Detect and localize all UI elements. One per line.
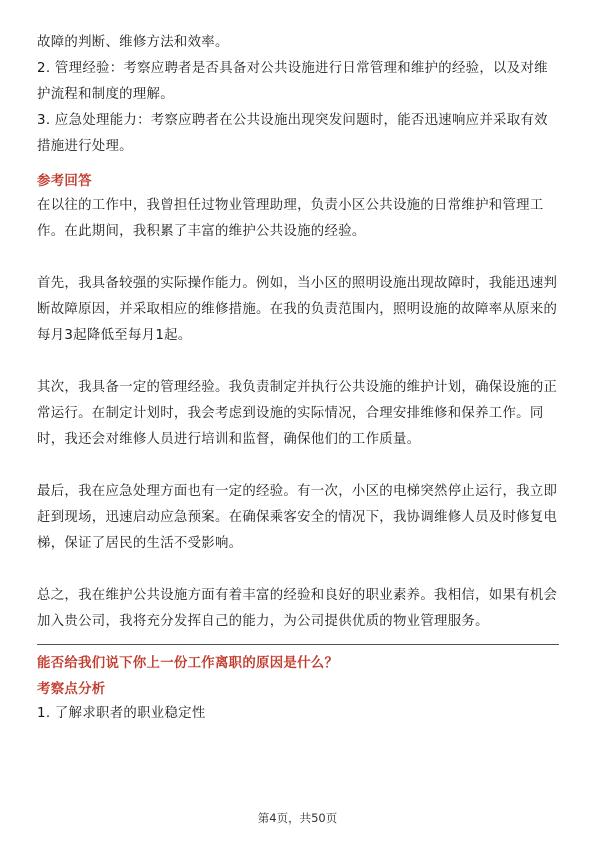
answer-paragraph: 最后，我在应急处理方面也有一定的经验。有一次，小区的电梯突然停止运行，我立即赶到现场，迅速启动应急预案。在确保乘客安全的情况下，我协调维修人员及时修复电梯，保证了居民的生活不受影响。 bbox=[37, 484, 558, 551]
page-number: 第4页，共50页 bbox=[257, 811, 338, 825]
answer-paragraph: 总之，我在维护公共设施方面有着丰富的经验和良好的职业素养。我相信，如果有机会加入贵公司，我将充分发挥自己的能力，为公司提供优质的物业管理服务。 bbox=[37, 588, 558, 629]
analysis-point: 1. 了解求职者的职业稳定性 bbox=[37, 706, 206, 721]
intro-line: 3. 应急处理能力：考察应聘者在公共设施出现突发问题时，能否迅速响应并采取有效措施进行处理。 bbox=[37, 113, 548, 154]
interview-question: 能否给我们说下你上一份工作离职的原因是什么？ bbox=[37, 656, 339, 671]
analysis-title: 考察点分析 bbox=[37, 682, 106, 697]
paragraph-gap bbox=[37, 453, 559, 479]
section-divider bbox=[37, 644, 559, 645]
intro-line: 故障的判断、维修方法和效率。 bbox=[37, 35, 229, 50]
paragraph-gap bbox=[37, 557, 559, 583]
answer-paragraph: 首先，我具备较强的实际操作能力。例如，当小区的照明设施出现故障时，我能迅速判断故障原因，并采取相应的维修措施。在我的负责范围内，照明设施的故障率从原来的每月3起降低至每月1起。 bbox=[37, 276, 558, 343]
answer-paragraph: 其次，我具备一定的管理经验。我负责制定并执行公共设施的维护计划，确保设施的正常运行。在制定计划时，我会考虑到设施的实际情况，合理安排维修和保养工作。同时，我还会对维修人员进行培训和监督，确保他们的工作质量。 bbox=[37, 380, 558, 447]
answer-paragraph: 在以往的工作中，我曾担任过物业管理助理，负责小区公共设施的日常维护和管理工作。在此期间，我积累了丰富的维护公共设施的经验。 bbox=[37, 198, 544, 239]
document-page bbox=[37, 0, 559, 727]
intro-line: 2. 管理经验：考察应聘者是否具备对公共设施进行日常管理和维护的经验，以及对维护流程和制度的理解。 bbox=[37, 61, 548, 102]
paragraph-gap bbox=[37, 245, 559, 271]
paragraph-gap bbox=[37, 349, 559, 375]
reference-answer-title: 参考回答 bbox=[37, 174, 92, 189]
